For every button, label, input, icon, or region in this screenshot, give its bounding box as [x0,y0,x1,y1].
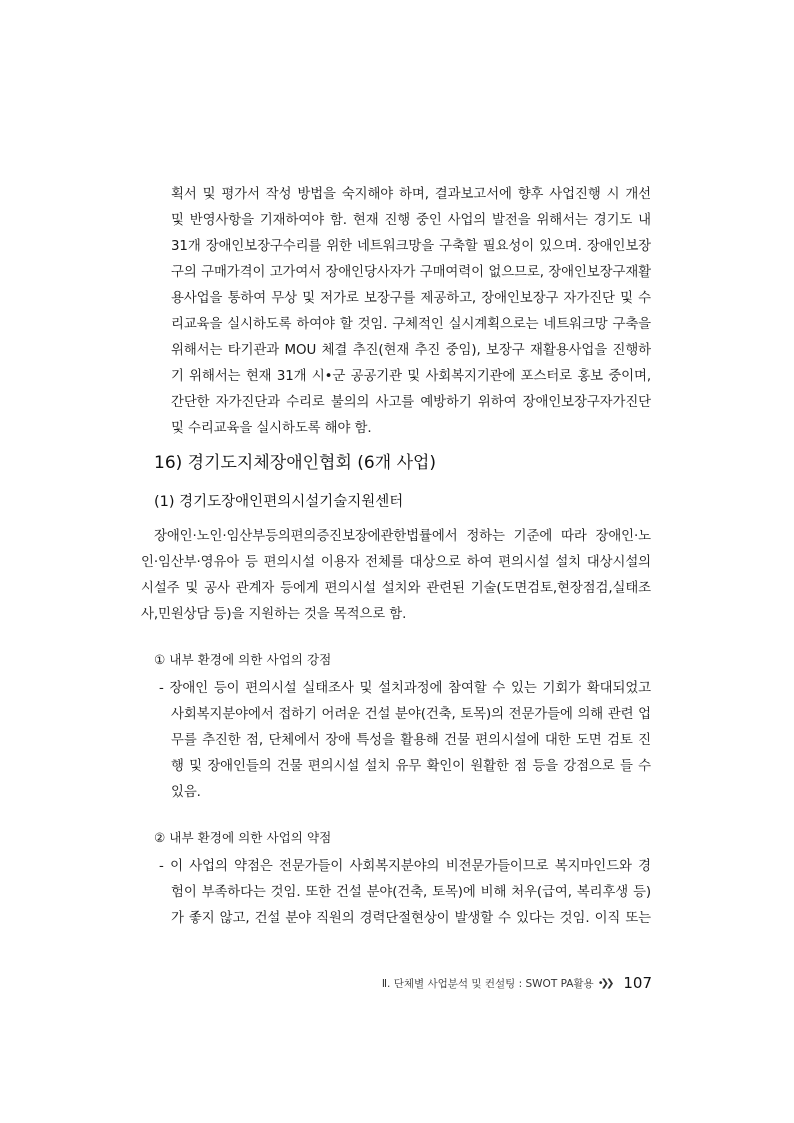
text-line: 험이 부족하다는 것임. 또한 건설 분야(건축, 토목)에 비해 처우(급여, 복리후생 등) [171,885,651,900]
text-line: 구의 구매가격이 고가여서 장애인당사자가 구매여력이 없으므로, 장애인보장구재활 [171,265,651,280]
text-line: 31개 장애인보장구수리를 위한 네트워크망을 구축할 필요성이 있으며. 장애인보장 [171,239,651,254]
text-line: 있음. [171,785,201,800]
text-line: - 장애인 등이 편의시설 실태조사 및 설치과정에 참여할 수 있는 기회가 확대되었고 [159,681,651,696]
text-line: 위해서는 타기관과 MOU 체결 추진(현재 추진 중임), 보장구 재활용사업을 진행하 [171,343,651,358]
page-footer [382,974,652,992]
text-line: 및 수리교육을 실시하도록 해야 함. [171,421,372,436]
chevron-right-icon: •❯❯ [597,977,612,989]
text-line: 가 좋지 않고, 건설 분야 직원의 경력단절현상이 발생할 수 있다는 것임. 이직 또는 [171,911,651,926]
section-heading: 16) 경기도지체장애인협회 (6개 사업) [154,453,437,473]
text-line: 무를 추진한 점, 단체에서 장애 특성을 활용해 건물 편의시설에 대한 도면 검토 진 [171,733,651,748]
text-line: 시설주 및 공사 관계자 등에게 편의시설 설치와 관련된 기술(도면검토,현장점검,실태조 [141,581,651,596]
text-line: 리교육을 실시하도록 하여야 할 것임. 구체적인 실시계획으로는 네트워크망 구축을 [171,317,651,332]
text-line: 장애인·노인·임산부등의편의증진보장에관한법률에서 정하는 기준에 따라 장애인·노 [154,529,651,544]
text-line: 사회복지분야에서 접하기 어려운 건설 분야(건축, 토목)의 전문가들에 의해 관련 업 [171,707,651,722]
text-line: 용사업을 통하여 무상 및 저가로 보장구를 제공하고, 장애인보장구 자가진단 및 수 [171,291,651,306]
text-line: 획서 및 평가서 작성 방법을 숙지해야 하며, 결과보고서에 향후 사업진행 시 개선 [171,187,651,202]
text-line: 사,민원상담 등)을 지원하는 것을 목적으로 함. [141,607,407,622]
text-line: 간단한 자가진단과 수리로 불의의 사고를 예방하기 위하여 장애인보장구자가진단 [171,395,651,410]
page-number: 107 [623,974,652,992]
footer-chapter-text: Ⅱ. 단체별 사업분석 및 컨설팅 : SWOT PA활용 [381,977,594,990]
strengths-heading: ① 내부 환경에 의한 사업의 강점 [154,652,332,667]
subsection-heading: (1) 경기도장애인편의시설기술지원센터 [154,494,404,510]
text-line: 및 반영사항을 기재하여야 함. 현재 진행 중인 사업의 발전을 위해서는 경기도 내 [171,213,651,228]
text-line: 행 및 장애인들의 건물 편의시설 설치 유무 확인이 원활한 점 등을 강점으로 들 수 [171,759,651,774]
text-line: 기 위해서는 현재 31개 시•군 공공기관 및 사회복지기관에 포스터로 홍보 중이며, [171,369,651,384]
weaknesses-heading: ② 내부 환경에 의한 사업의 약점 [154,830,332,845]
text-line: - 이 사업의 약점은 전문가들이 사회복지분야의 비전문가들이므로 복지마인드와 경 [159,859,651,874]
text-line: 인·임산부·영유아 등 편의시설 이용자 전체를 대상으로 하여 편의시설 설치 대상시설의 [141,555,651,570]
